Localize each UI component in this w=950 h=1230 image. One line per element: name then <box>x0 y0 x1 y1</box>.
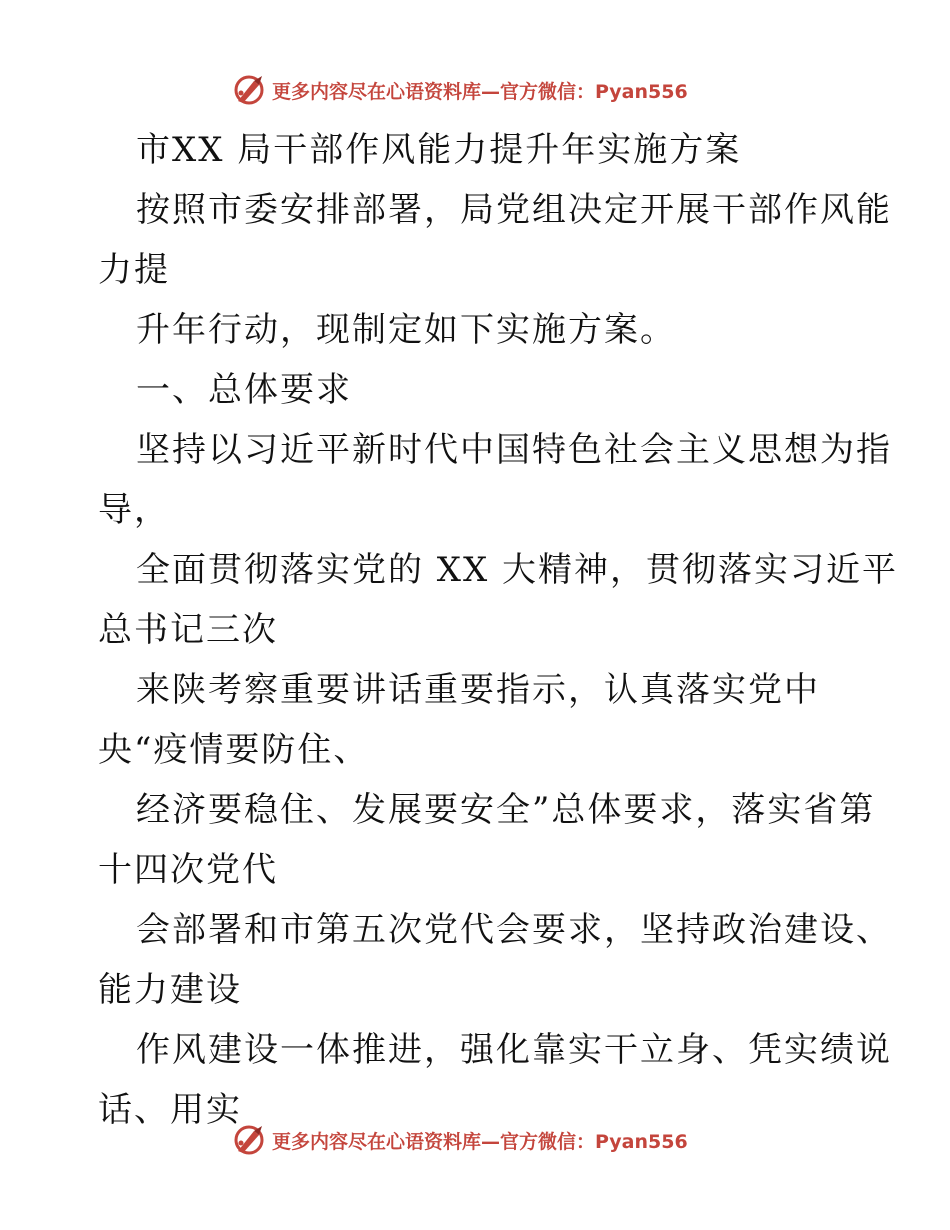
text-line: 能力建设 <box>98 970 242 1010</box>
quill-pen-logo-icon <box>232 73 266 107</box>
header-watermark <box>232 70 688 110</box>
watermark-text: 更多内容尽在心语资料库—官方微信：Pyan556 <box>272 80 688 103</box>
text-line: 会部署和市第五次党代会要求，坚持政治建设、 <box>136 910 892 950</box>
text-line: 一、总体要求 <box>136 370 352 410</box>
footer-watermark <box>232 1120 688 1160</box>
text-line: 力提 <box>98 250 170 290</box>
text-line: 市XX 局干部作风能力提升年实施方案 <box>136 130 742 170</box>
text-line: 来陕考察重要讲话重要指示，认真落实党中 <box>136 670 820 710</box>
text-line: 升年行动，现制定如下实施方案。 <box>136 310 676 350</box>
text-line: 经济要稳住、发展要安全”总体要求，落实省第 <box>136 790 876 830</box>
document-body <box>98 120 899 1140</box>
watermark-text: 更多内容尽在心语资料库—官方微信：Pyan556 <box>272 1130 688 1153</box>
text-line: 央“疫情要防住、 <box>98 730 370 770</box>
text-line: 十四次党代 <box>98 850 278 890</box>
text-line: 按照市委安排部署，局党组决定开展干部作风能 <box>136 190 892 230</box>
text-line: 坚持以习近平新时代中国特色社会主义思想为指 <box>136 430 892 470</box>
text-line: 作风建设一体推进，强化靠实干立身、凭实绩说 <box>136 1030 892 1070</box>
text-line: 话、用实 <box>98 1090 242 1130</box>
text-line: 导， <box>98 490 170 530</box>
text-line: 总书记三次 <box>98 610 278 650</box>
text-line: 全面贯彻落实党的 XX 大精神，贯彻落实习近平 <box>136 550 899 590</box>
quill-pen-logo-icon <box>232 1123 266 1157</box>
